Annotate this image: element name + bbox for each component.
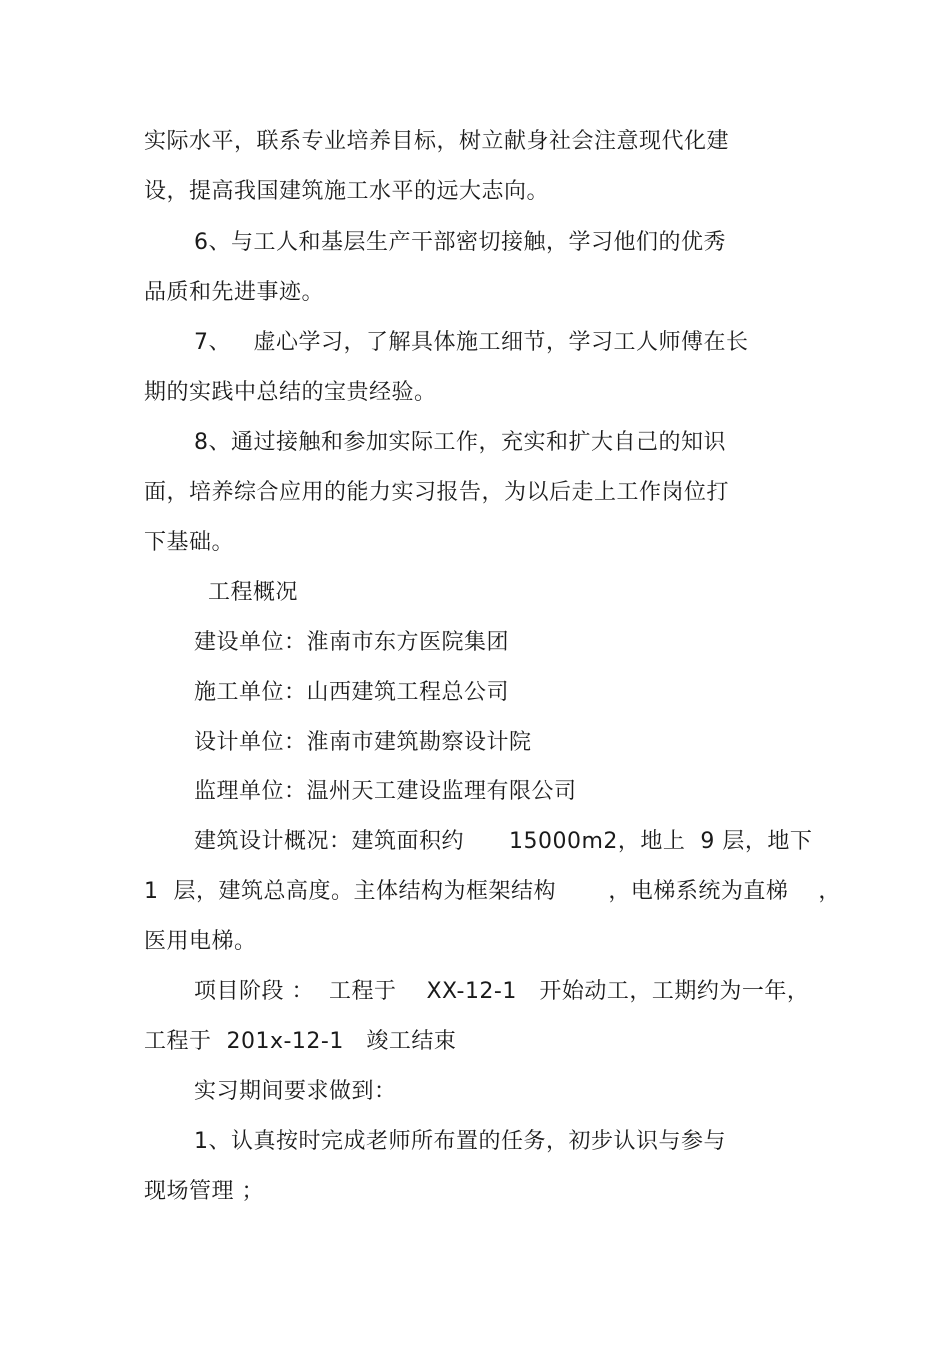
supervision-unit: 监理单位：温州天工建设监理有限公司: [194, 779, 577, 804]
paragraph-line: 期的实践中总结的宝贵经验。: [144, 380, 437, 405]
section-heading: 工程概况: [208, 580, 299, 605]
list-item-1: 1、认真按时完成老师所布置的任务，初步认识与参与: [194, 1129, 726, 1154]
paragraph-line: 1 层，建筑总高度。主体结构为框架结构 ，电梯系统为直梯 ，: [144, 879, 841, 904]
construction-unit: 施工单位：山西建筑工程总公司: [194, 680, 510, 705]
design-overview: 建筑设计概况：建筑面积约 15000m2，地上 9 层，地下: [194, 829, 813, 854]
paragraph-line: 面，培养综合应用的能力实习报告，为以后走上工作岗位打: [144, 480, 730, 505]
paragraph-line: 下基础。: [144, 530, 235, 555]
paragraph-line: 工程于 201x-12-1 竣工结束: [144, 1029, 457, 1054]
project-stage: 项目阶段 ： 工程于 XX-12-1 开始动工，工期约为一年，: [194, 979, 810, 1004]
design-unit: 设计单位：淮南市建筑勘察设计院: [194, 730, 532, 755]
owner-unit: 建设单位：淮南市东方医院集团: [194, 630, 510, 655]
paragraph-line: 品质和先进事迹。: [144, 280, 325, 305]
requirements-heading: 实习期间要求做到：: [194, 1079, 397, 1104]
list-item-8: 8、通过接触和参加实际工作，充实和扩大自己的知识: [194, 430, 726, 455]
paragraph-line: 实际水平，联系专业培养目标，树立献身社会注意现代化建: [144, 129, 730, 154]
paragraph-line: 医用电梯。: [144, 929, 257, 954]
paragraph-line: 现场管理 ；: [144, 1179, 264, 1204]
list-item-7: 7、 虚心学习，了解具体施工细节，学习工人师傅在长: [194, 330, 749, 355]
paragraph-line: 设，提高我国建筑施工水平的远大志向。: [144, 179, 550, 204]
list-item-6: 6、与工人和基层生产干部密切接触，学习他们的优秀: [194, 230, 726, 255]
